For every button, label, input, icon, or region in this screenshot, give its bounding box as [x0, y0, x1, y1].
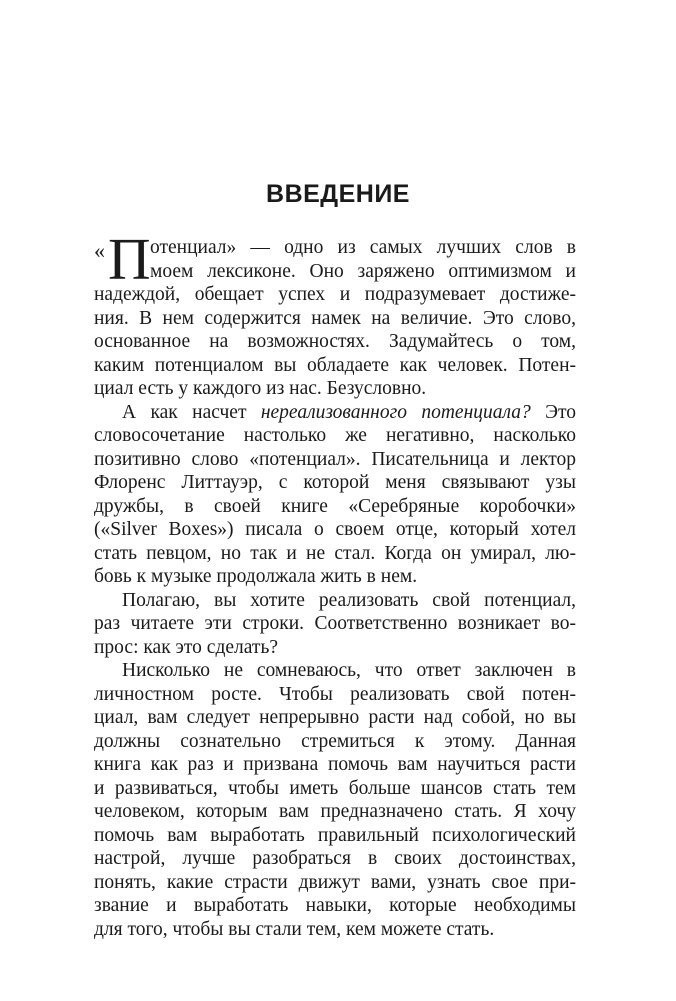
text-line: человеком, которым вам предназначено стать. Я хочу: [94, 801, 576, 822]
paragraph-1: [94, 226, 576, 401]
paragraph-4: [94, 659, 576, 941]
text-line: [94, 401, 576, 425]
text-line: каким потенциалом вы обладаете как человек. Потен-: [94, 354, 576, 376]
text-line: дружбы, в своей книге «Серебряные коробочки»: [94, 495, 576, 517]
text-line: надеждой, обещает успех и подразумевает достиже-: [94, 284, 576, 305]
text-line: должны сознательно стремиться к этому. Данная: [94, 730, 576, 752]
text-line: раз читаете эти строки. Соответственно возникает во-: [94, 613, 576, 634]
text-line: моем лексиконе. Оно заряжено оптимизмом и: [150, 260, 576, 282]
text-run: А как насчет: [122, 401, 261, 423]
text-line: («Silver Boxes») писала о своем отце, который хотел: [94, 519, 576, 540]
text-line: и развиваться, чтобы иметь больше шансов стать тем: [94, 777, 576, 799]
text-line: книга как раз и призвана помочь вам научиться расти: [94, 754, 576, 775]
text-line: помочь вам выработать правильный психологический: [94, 824, 576, 846]
text-line: ния. В нем содержится намек на величие. Это слово,: [94, 307, 576, 329]
text-line: Флоренс Литтауэр, с которой меня связывают узы: [94, 472, 576, 493]
text-line: циал, вам следует непрерывно расти над собой, но вы: [94, 707, 576, 728]
drop-cap-letter: П: [108, 226, 151, 292]
text-line: прос: как это сделать?: [94, 636, 278, 658]
text-run: Это: [530, 401, 576, 423]
text-line: отенциал» — одно из самых лучших слов в: [150, 237, 576, 258]
text-line: позитивно слово «потенциал». Писательница и лектор: [94, 448, 576, 470]
text-line: бовь к музыке продолжала жить в нем.: [94, 566, 418, 587]
chapter-title: ВВЕДЕНИЕ: [266, 180, 410, 208]
text-line: понять, какие страсти движут вами, узнать свое при-: [94, 871, 576, 893]
body-text: [94, 226, 576, 941]
text-line: Нисколько не сомневаюсь, что ответ заключен в: [122, 660, 576, 681]
text-line: для того, чтобы вы стали тем, кем можете стать.: [94, 918, 495, 940]
text-line: Полагаю, вы хотите реализовать свой потенциал,: [122, 589, 576, 611]
paragraph-2: [94, 401, 576, 589]
text-line: циал есть у каждого из нас. Безусловно.: [94, 378, 427, 399]
text-line: звание и выработать навыки, которые необходимы: [94, 895, 576, 916]
text-line: личностном росте. Чтобы реализовать свой потен-: [94, 683, 576, 705]
text-line: основанное на возможностях. Задумайтесь о том,: [94, 331, 576, 352]
text-line: стать певцом, но так и не стал. Когда он умирал, лю-: [94, 542, 576, 564]
paragraph-3: [94, 589, 576, 660]
opening-quote: «: [94, 238, 105, 263]
text-line: настрой, лучше разобраться в своих достоинствах,: [94, 848, 576, 869]
italic-phrase: нереализованного потенциала?: [260, 401, 531, 423]
text-line: словосочетание настолько же негативно, насколько: [94, 425, 576, 446]
